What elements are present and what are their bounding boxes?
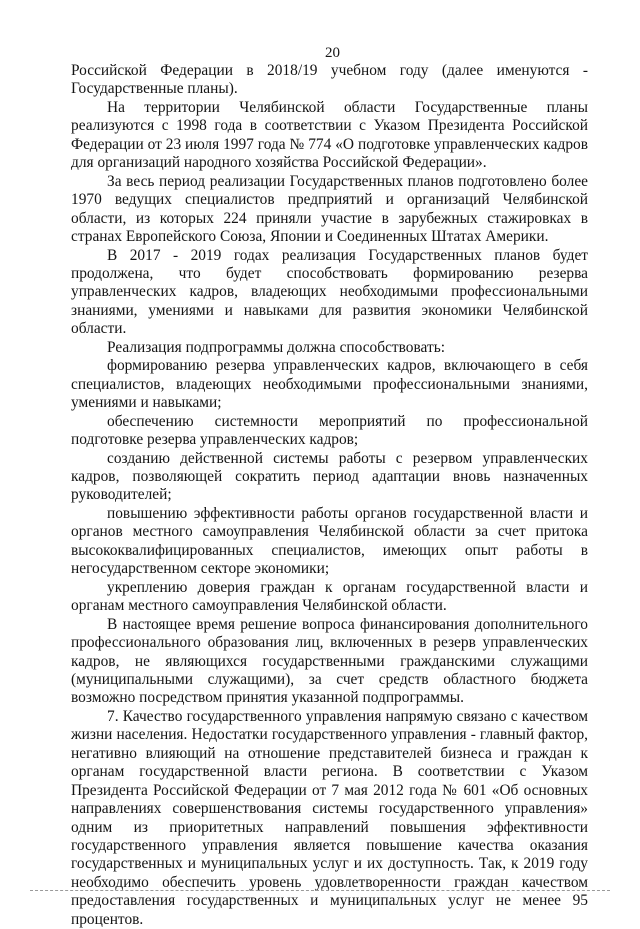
list-item-reserve: формированию резерва управленческих кадров, включающего в себя специалистов, владеющих необходимыми профессиональными знаниями, умениями и навыками; <box>71 357 588 412</box>
paragraph-section-7: 7. Качество государственного управления напрямую связано с качеством жизни населения. Недостатки государственного управления - главный фактор, негативно влияющий на отношение представителей бизнеса и граждан к органам государственной власти региона. В соответствии с Указом Президента Российской Федерации от 7 мая 2012 года № 601 «Об основных направлениях совершенствования системы государственного управления» одним из приоритетных направлений повышения эффективности государственного управления является повышение качества оказания государственных и муниципальных услуг и их доступность. Так, к 2019 году необходимо обеспечить уровень удовлетворенности граждан качеством предоставления государственных и муниципальных услуг не менее 95 процентов. <box>71 707 588 928</box>
bottom-divider <box>30 890 610 891</box>
list-item-system: обеспечению системности мероприятий по профессиональной подготовке резерва управленческих кадров; <box>71 412 588 449</box>
paragraph-subprogram-intro: Реализация подпрограммы должна способствовать: <box>107 338 446 356</box>
page-number: 20 <box>325 45 340 61</box>
paragraph-2017-2019: В 2017 - 2019 годах реализация Государственных планов будет продолжена, что будет способствовать формированию резерва управленческих кадров, владеющих необходимыми профессиональными знаниями, умениями и навыками для развития экономики Челябинской области. <box>71 246 588 338</box>
paragraph-continuation: Российской Федерации в 2018/19 учебном году (далее именуются - Государственные планы). <box>71 62 588 98</box>
list-item-work-system: созданию действенной системы работы с резервом управленческих кадров, позволяющей сократить период адаптации вновь назначенных руководителей; <box>71 449 588 504</box>
paragraph-period: За весь период реализации Государственных планов подготовлено более 1970 ведущих специалистов предприятий и организаций Челябинской области, из которых 224 приняли участие в зарубежных стажировках в странах Европейского Союза, Японии и Соединенных Штатах Америки. <box>71 172 588 246</box>
list-item-efficiency: повышению эффективности работы органов государственной власти и органов местного самоуправления Челябинской области за счет притока высококвалифицированных специалистов, имеющих опыт работы в негосударственном секторе экономики; <box>71 504 588 578</box>
document-body <box>71 62 588 929</box>
paragraph-territory: На территории Челябинской области Государственные планы реализуются с 1998 года в соответствии с Указом Президента Российской Федерации от 23 июля 1997 года № 774 «О подготовке управленческих кадров для организаций народного хозяйства Российской Федерации». <box>71 98 588 172</box>
paragraph-financing: В настоящее время решение вопроса финансирования дополнительного профессионального образования лиц, включенных в резерв управленческих кадров, не являющихся государственными гражданскими служащими (муниципальными служащими), за счет средств областного бюджета возможно посредством принятия указанной подпрограммы. <box>71 615 588 707</box>
list-item-trust: укреплению доверия граждан к органам государственной власти и органам местного самоуправления Челябинской области. <box>71 578 588 615</box>
